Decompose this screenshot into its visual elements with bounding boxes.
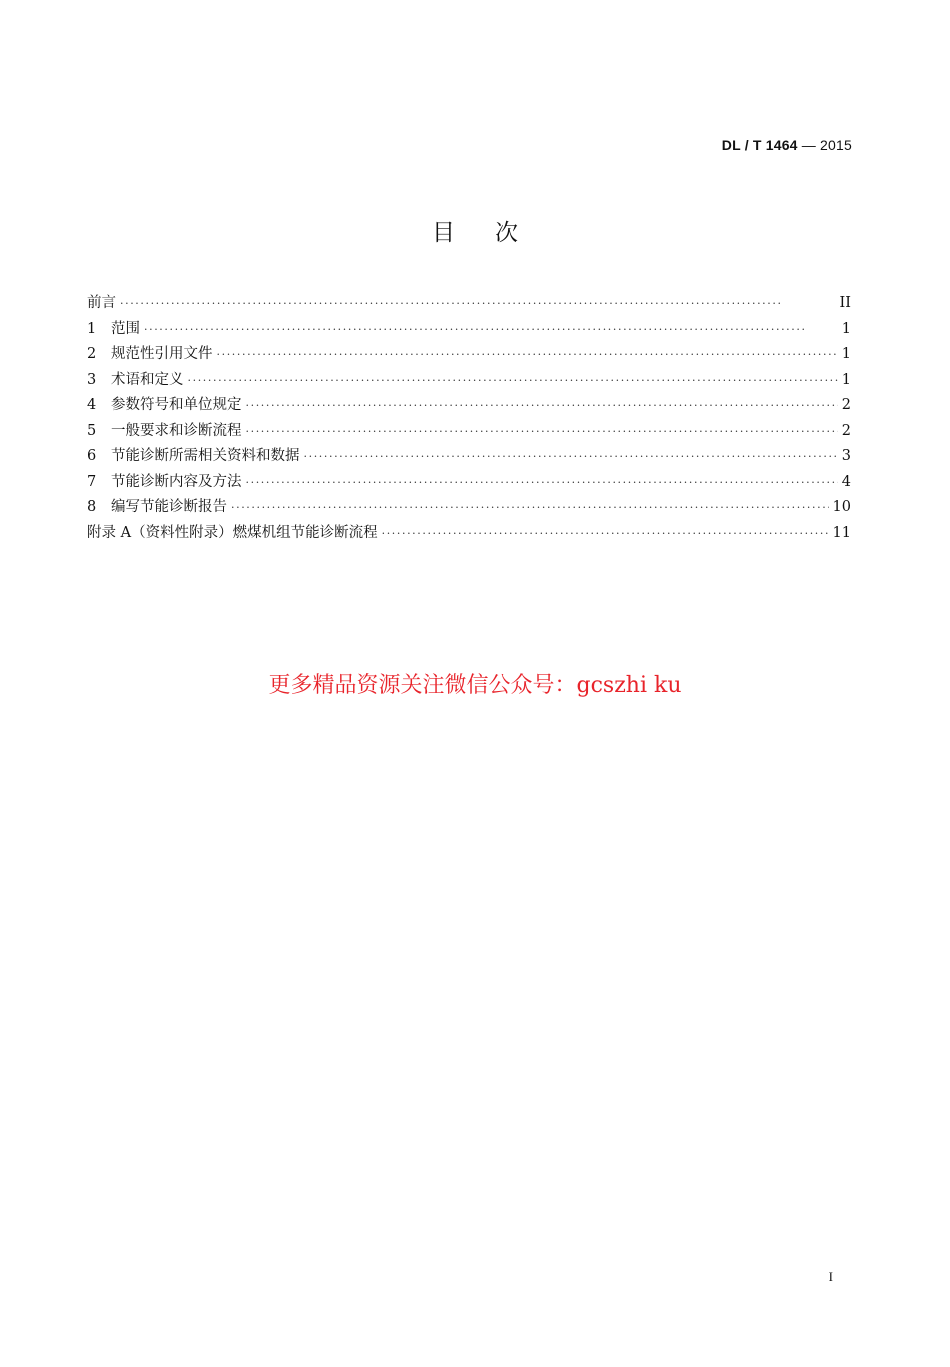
toc-item-1[interactable] — [87, 317, 851, 343]
toc-page-number: 2 — [841, 397, 851, 413]
standard-number: DL / T 1464 — [721, 137, 798, 153]
toc-page-number: 3 — [841, 448, 851, 464]
toc-item-5[interactable] — [87, 419, 851, 445]
toc-page-number: 2 — [841, 422, 851, 439]
toc-leader-dots — [246, 425, 838, 438]
toc-leader-dots — [217, 348, 838, 361]
toc-page-number: 1 — [841, 371, 851, 388]
toc-leader-dots — [382, 527, 829, 540]
promo-text: 更多精品资源关注微信公众号：gcszhi ku — [268, 673, 682, 698]
toc-leader-dots — [120, 297, 836, 310]
toc-number: 3 — [87, 371, 97, 388]
toc-label: 编写节能诊断报告 — [111, 499, 227, 515]
toc-number: 2 — [87, 346, 97, 362]
toc-label: 节能诊断内容及方法 — [111, 473, 242, 490]
toc-item-8[interactable] — [87, 495, 851, 521]
toc-item-7[interactable] — [87, 470, 851, 496]
toc-item-2[interactable] — [87, 342, 851, 368]
toc-label: 术语和定义 — [111, 371, 184, 388]
toc-label: 附录 A（资料性附录）燃煤机组节能诊断流程 — [87, 524, 378, 541]
toc-item-3[interactable] — [87, 368, 851, 394]
standard-code — [722, 137, 852, 153]
toc-leader-dots — [246, 399, 838, 412]
page-number: I — [828, 1269, 833, 1284]
toc-page-number: 1 — [841, 346, 851, 362]
toc-page-number: 4 — [841, 473, 851, 490]
toc-label: 节能诊断所需相关资料和数据 — [111, 448, 300, 464]
toc-item-4[interactable] — [87, 393, 851, 419]
toc-page-number: 10 — [832, 499, 851, 515]
toc-label: 范围 — [111, 320, 140, 337]
toc-leader-dots — [304, 450, 838, 463]
toc-leader-dots — [246, 476, 838, 489]
toc-item-appendix-a[interactable] — [87, 521, 851, 547]
table-of-contents — [87, 291, 851, 546]
page-title: 目次 — [432, 220, 558, 246]
toc-page-number: 1 — [841, 320, 851, 337]
toc-page-number: II — [839, 295, 851, 311]
toc-label: 前言 — [87, 295, 116, 311]
toc-number: 7 — [87, 473, 97, 490]
toc-item-6[interactable] — [87, 444, 851, 470]
toc-label: 一般要求和诊断流程 — [111, 422, 242, 439]
toc-label: 规范性引用文件 — [111, 346, 213, 362]
toc-number: 4 — [87, 397, 97, 413]
toc-number: 1 — [87, 320, 97, 337]
toc-leader-dots — [144, 323, 838, 336]
toc-number: 6 — [87, 448, 97, 464]
toc-item-preface[interactable] — [87, 291, 851, 317]
toc-leader-dots — [231, 501, 829, 514]
toc-leader-dots — [188, 374, 838, 387]
toc-label: 参数符号和单位规定 — [111, 397, 242, 413]
toc-number: 5 — [87, 422, 97, 439]
toc-number: 8 — [87, 499, 97, 515]
toc-page-number: 11 — [832, 524, 851, 541]
standard-year: — 2015 — [801, 137, 852, 153]
